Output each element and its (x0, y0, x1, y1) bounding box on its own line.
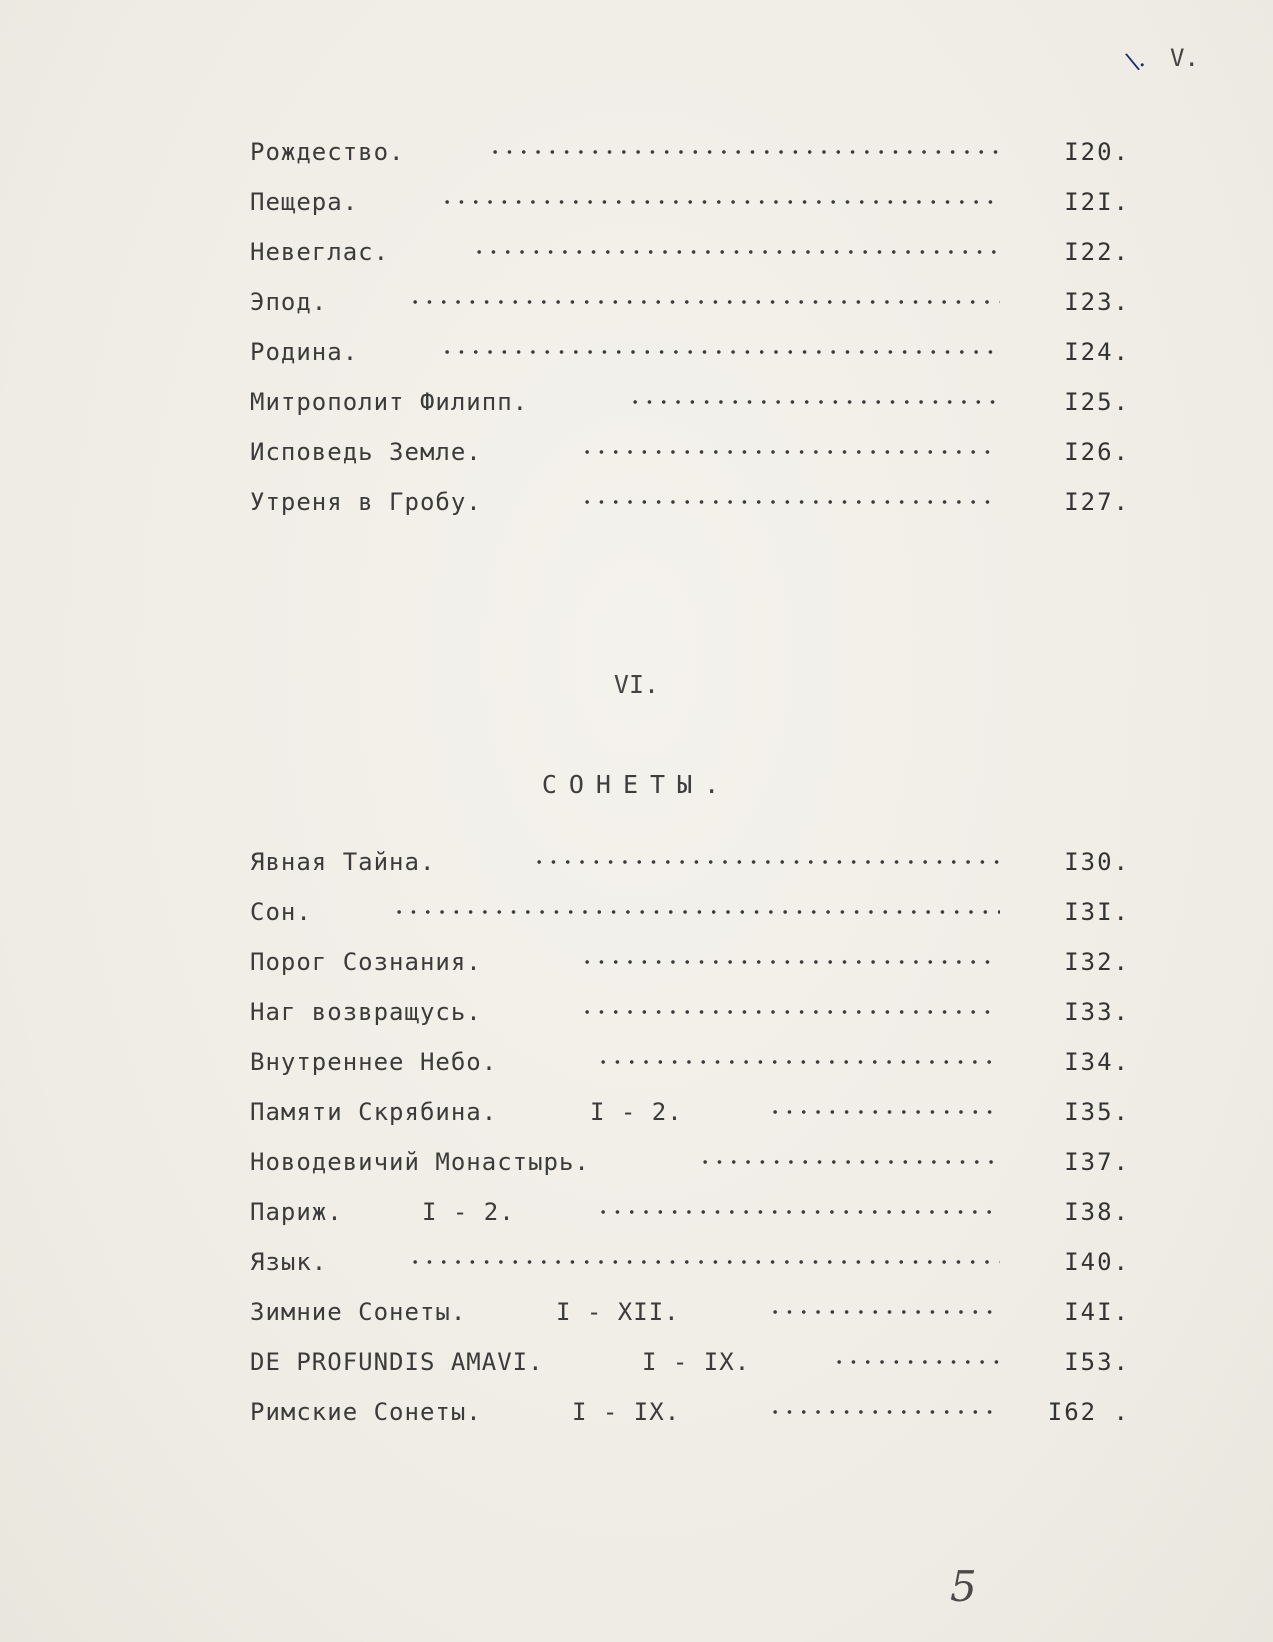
toc-leader-dots (580, 450, 1000, 454)
toc-entry-title: Утреня в Гробу. (250, 488, 482, 516)
toc-entry-page: I24. (1064, 338, 1130, 366)
toc-entry (250, 388, 1130, 424)
page-roman-numeral: V. (1170, 44, 1199, 72)
toc-entry-title: Сон. (250, 898, 312, 926)
toc-entry-page: I34. (1064, 1048, 1130, 1076)
toc-entry (250, 1148, 1130, 1184)
toc-entry (250, 138, 1130, 174)
toc-entry-page: I62 . (1047, 1398, 1130, 1426)
toc-entry (250, 1198, 1130, 1234)
section-number: VI. (613, 670, 660, 699)
toc-entry-page: I4I. (1064, 1298, 1130, 1326)
toc-entry-page: I33. (1064, 998, 1130, 1026)
toc-entry (250, 1248, 1130, 1284)
toc-leader-dots (440, 350, 1000, 354)
toc-entry-title: Новодевичий Монастырь. (250, 1148, 590, 1176)
toc-entry-title: Пещера. (250, 188, 359, 216)
toc-entry-title: Митрополит Филипп. (250, 388, 529, 416)
toc-entry (250, 1098, 1130, 1134)
toc-entry-page: I53. (1064, 1348, 1130, 1376)
toc-entry-title: Зимние Сонеты. (250, 1298, 467, 1326)
toc-leader-dots (580, 500, 1000, 504)
toc-leader-dots (698, 1160, 1000, 1164)
toc-entry-page: I23. (1064, 288, 1130, 316)
toc-leader-dots (408, 300, 1000, 304)
toc-entry-range: I - IX. (642, 1348, 751, 1376)
toc-entry (250, 998, 1130, 1034)
toc-entry-page: I25. (1064, 388, 1130, 416)
toc-entry-page: I2I. (1064, 188, 1130, 216)
toc-entry-title: DE PROFUNDIS AMAVI. (250, 1348, 544, 1376)
toc-entry-range: I - 2. (422, 1198, 515, 1226)
handwritten-page-number: 5 (950, 1562, 977, 1611)
toc-entry-page: I30. (1064, 848, 1130, 876)
toc-entry-title: Париж. (250, 1198, 343, 1226)
toc-leader-dots (832, 1360, 1000, 1364)
toc-entry-page: I27. (1064, 488, 1130, 516)
toc-entry-page: I32. (1064, 948, 1130, 976)
toc-entry (250, 848, 1130, 884)
toc-leader-dots (768, 1410, 1000, 1414)
toc-leader-dots (472, 250, 1000, 254)
toc-entry (250, 188, 1130, 224)
toc-entry-title: Невеглас. (250, 238, 390, 266)
toc-entry-page: I38. (1064, 1198, 1130, 1226)
toc-leader-dots (768, 1310, 1000, 1314)
toc-entry (250, 1298, 1130, 1334)
toc-entry-page: I20. (1064, 138, 1130, 166)
toc-leader-dots (532, 860, 1000, 864)
toc-entry (250, 1048, 1130, 1084)
corner-ink-mark: \. (1123, 44, 1149, 76)
toc-entry-range: I - IX. (572, 1398, 681, 1426)
toc-leader-dots (408, 1260, 1000, 1264)
toc-entry (250, 1348, 1130, 1384)
toc-entry (250, 238, 1130, 274)
toc-entry-page: I37. (1064, 1148, 1130, 1176)
toc-entry (250, 338, 1130, 374)
toc-leader-dots (580, 960, 1000, 964)
toc-leader-dots (628, 400, 1000, 404)
toc-entry-page: I26. (1064, 438, 1130, 466)
toc-leader-dots (768, 1110, 1000, 1114)
toc-entry-title: Рождество. (250, 138, 405, 166)
toc-entry (250, 288, 1130, 324)
toc-entry-page: I35. (1064, 1098, 1130, 1126)
toc-leader-dots (580, 1010, 1000, 1014)
toc-entry-title: Язык. (250, 1248, 328, 1276)
toc-entry-page: I3I. (1064, 898, 1130, 926)
toc-entry-range: I - 2. (590, 1098, 683, 1126)
toc-entry-title: Наг возвращусь. (250, 998, 482, 1026)
toc-entry-title: Эпод. (250, 288, 328, 316)
toc-leader-dots (596, 1060, 1000, 1064)
toc-leader-dots (392, 910, 1000, 914)
toc-entry-title: Явная Тайна. (250, 848, 436, 876)
toc-entry-page: I22. (1064, 238, 1130, 266)
toc-entry-title: Родина. (250, 338, 359, 366)
toc-entry (250, 438, 1130, 474)
toc-entry-title: Исповедь Земле. (250, 438, 482, 466)
section-title: СОНЕТЫ. (541, 770, 732, 799)
toc-entry (250, 488, 1130, 524)
toc-entry (250, 948, 1130, 984)
toc-leader-dots (596, 1210, 1000, 1214)
toc-entry-range: I - XII. (556, 1298, 680, 1326)
toc-entry-page: I40. (1064, 1248, 1130, 1276)
toc-entry (250, 1398, 1130, 1434)
toc-entry-title: Памяти Скрябина. (250, 1098, 498, 1126)
toc-entry-title: Порог Сознания. (250, 948, 482, 976)
toc-leader-dots (488, 150, 1000, 154)
toc-leader-dots (440, 200, 1000, 204)
toc-entry-title: Римские Сонеты. (250, 1398, 482, 1426)
toc-entry (250, 898, 1130, 934)
toc-entry-title: Внутреннее Небо. (250, 1048, 498, 1076)
